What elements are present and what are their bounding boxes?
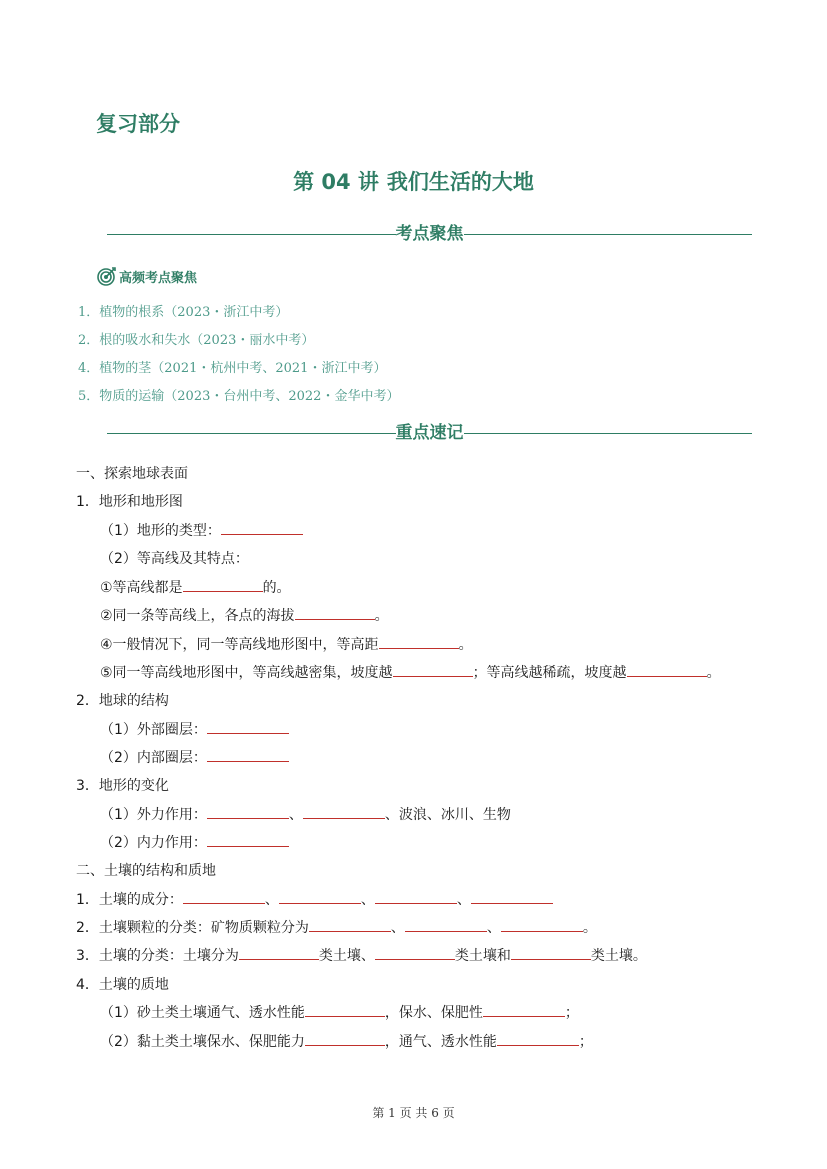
t1-text: 1．土壤的成分： (76, 892, 183, 908)
s1-line1 (100, 520, 303, 540)
answer-blank[interactable] (305, 1031, 385, 1046)
section-title: 复习部分 (96, 112, 180, 136)
t4-line2-text: （2）黏土类土壤保水、保肥能力 (100, 1034, 305, 1050)
divider-focus (107, 223, 752, 245)
target-icon (97, 266, 117, 286)
t2-line (76, 917, 597, 937)
t3-text: 3．土壤的分类：土壤分为 (76, 948, 239, 964)
s1-line3-text: ①等高线都是 (100, 580, 183, 596)
t4-line1-text: （1）砂土类土壤通气、透水性能 (100, 1005, 305, 1021)
part2-title: 二、土壤的结构和质地 (76, 863, 216, 879)
t3-text3: 类土壤和 (454, 948, 511, 964)
answer-blank[interactable] (471, 889, 553, 904)
topic-item: 5．物质的运输（2023・台州中考、2022・金华中考） (78, 389, 400, 404)
separator: 、 (456, 892, 471, 908)
t2-text: 2．土壤颗粒的分类：矿物质颗粒分为 (76, 920, 309, 936)
separator: 、 (486, 920, 501, 936)
answer-blank[interactable] (497, 1031, 579, 1046)
answer-blank[interactable] (405, 917, 487, 932)
s1-line6-end: 。 (706, 665, 721, 681)
answer-blank[interactable] (511, 945, 591, 960)
answer-blank[interactable] (207, 719, 289, 734)
t4-line2 (100, 1031, 593, 1051)
answer-blank[interactable] (483, 1002, 565, 1017)
part1-title: 一、探索地球表面 (76, 466, 188, 482)
s3-line2 (100, 832, 289, 852)
s2-title: 2．地球的结构 (76, 693, 169, 709)
separator: 、 (390, 920, 405, 936)
answer-blank[interactable] (239, 945, 319, 960)
t3-end: 类土壤。 (590, 948, 647, 964)
answer-blank[interactable] (183, 889, 265, 904)
s1-line5 (100, 634, 473, 654)
page-footer: 第 1 页 共 6 页 (372, 1106, 455, 1120)
s1-line5-text: ④一般情况下，同一等高线地形图中，等高距 (100, 637, 379, 653)
s1-line3 (100, 577, 291, 597)
s3-line1 (100, 804, 511, 824)
t1-line (76, 889, 553, 909)
answer-blank[interactable] (393, 662, 473, 677)
divider-focus-label: 考点聚焦 (395, 224, 464, 244)
s1-line5-end: 。 (458, 637, 473, 653)
s3-line2-text: （2）内力作用： (100, 835, 207, 851)
t4-line2-text2: ，通气、透水性能 (384, 1034, 497, 1050)
topic-item: 4．植物的茎（2021・杭州中考、2021・浙江中考） (78, 361, 387, 376)
t2-end: 。 (582, 920, 597, 936)
t3-line (76, 945, 647, 965)
s2-line2-text: （2）内部圈层： (100, 750, 207, 766)
answer-blank[interactable] (303, 804, 385, 819)
divider-notes-label: 重点速记 (395, 423, 464, 443)
topic-item: 1．植物的根系（2023・浙江中考） (78, 305, 289, 320)
answer-blank[interactable] (379, 634, 459, 649)
s3-line1-end: 、波浪、冰川、生物 (384, 807, 511, 823)
s1-title: 1．地形和地形图 (76, 494, 183, 510)
divider-notes (107, 422, 752, 444)
separator: 、 (288, 807, 303, 823)
s1-line4-text: ②同一条等高线上，各点的海拔 (100, 608, 295, 624)
s1-line4 (100, 605, 389, 625)
topic-item: 2．根的吸水和失水（2023・丽水中考） (78, 333, 315, 348)
t4-line1 (100, 1002, 579, 1022)
answer-blank[interactable] (501, 917, 583, 932)
t4-line1-end: ； (564, 1005, 579, 1021)
s1-line6-text2: ；等高线越稀疏，坡度越 (472, 665, 627, 681)
t4-title: 4．土壤的质地 (76, 977, 169, 993)
s3-line1-text: （1）外力作用： (100, 807, 207, 823)
t3-text2: 类土壤、 (318, 948, 375, 964)
t4-line2-end: ； (578, 1034, 593, 1050)
s1-line6-text: ⑤同一等高线地形图中，等高线越密集，坡度越 (100, 665, 393, 681)
answer-blank[interactable] (305, 1002, 385, 1017)
answer-blank[interactable] (295, 605, 375, 620)
lecture-title (0, 166, 827, 196)
s2-line1-text: （1）外部圈层： (100, 722, 207, 738)
s2-line1 (100, 719, 289, 739)
s2-line2 (100, 747, 289, 767)
answer-blank[interactable] (375, 945, 455, 960)
s1-line1-text: （1）地形的类型： (100, 523, 221, 539)
answer-blank[interactable] (207, 747, 289, 762)
answer-blank[interactable] (207, 804, 289, 819)
t4-line1-text2: ，保水、保肥性 (384, 1005, 483, 1021)
answer-blank[interactable] (183, 577, 263, 592)
separator: 、 (264, 892, 279, 908)
separator: 、 (360, 892, 375, 908)
frequent-heading (97, 266, 197, 286)
s1-line2: （2）等高线及其特点： (100, 551, 249, 567)
lecture-name: 我们生活的大地 (386, 170, 534, 194)
answer-blank[interactable] (279, 889, 361, 904)
answer-blank[interactable] (375, 889, 457, 904)
s1-line4-end: 。 (374, 608, 389, 624)
s1-line3-end: 的。 (262, 580, 291, 596)
lecture-number: 第 04 讲 (293, 170, 379, 194)
s1-line6 (100, 662, 721, 682)
answer-blank[interactable] (309, 917, 391, 932)
frequent-heading-label: 高频考点聚焦 (119, 270, 198, 286)
s3-title: 3．地形的变化 (76, 778, 169, 794)
answer-blank[interactable] (207, 832, 289, 847)
answer-blank[interactable] (221, 520, 303, 535)
answer-blank[interactable] (627, 662, 707, 677)
